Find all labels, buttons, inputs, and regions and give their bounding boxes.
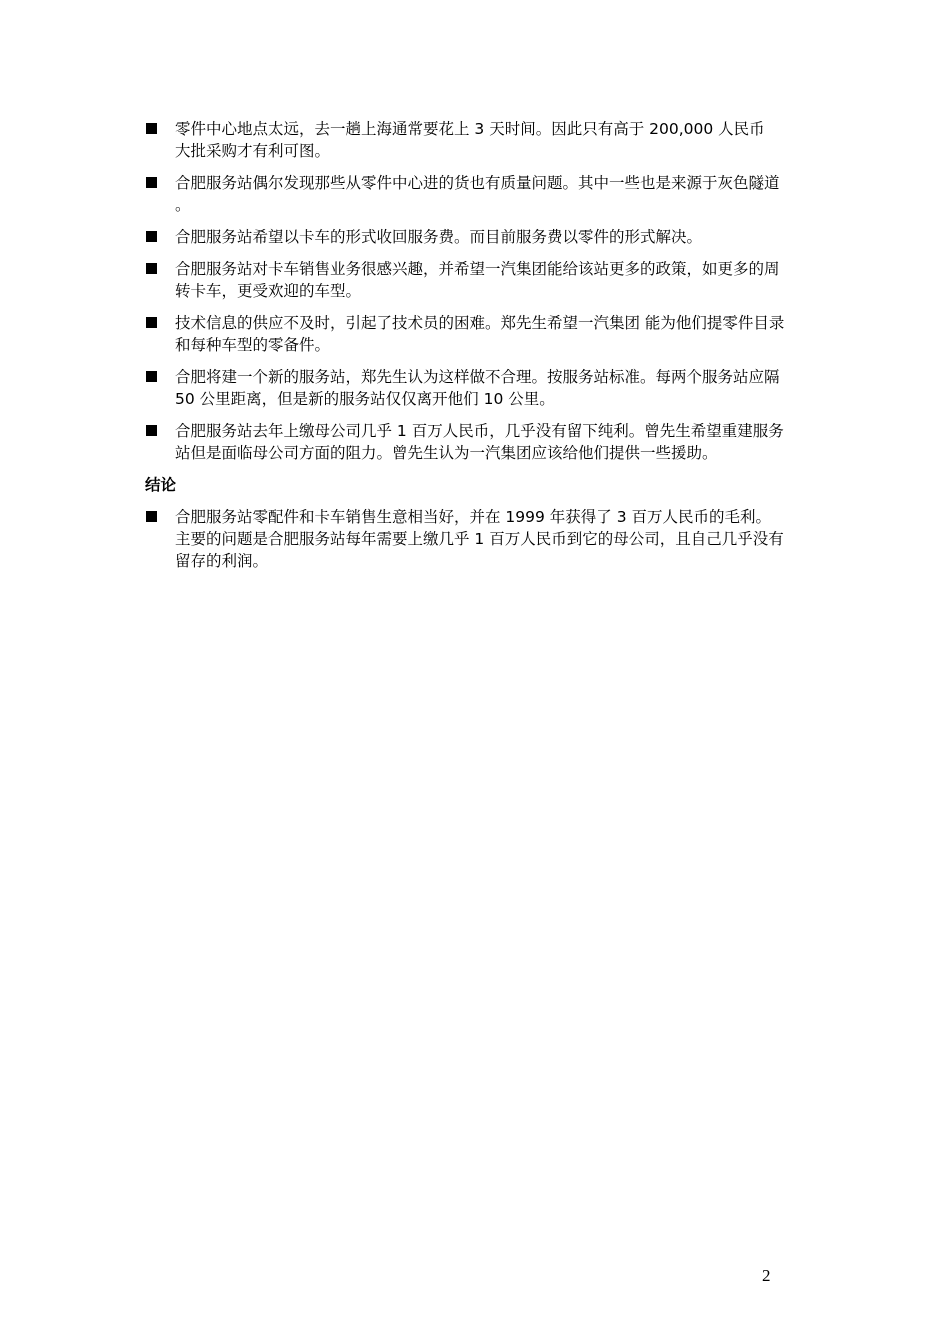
square-bullet-icon [146,123,157,134]
list-item [145,506,785,572]
conclusion-list [145,506,785,572]
list-item [145,366,785,410]
list-item-text: 零件中心地点太远，去一趟上海通常要花上 3 天时间。因此只有高于 200,000 人民币 大批采购才有利可图。 [175,120,765,160]
square-bullet-icon [146,511,157,522]
square-bullet-icon [146,177,157,188]
list-item-text: 技术信息的供应不及时，引起了技术员的困难。郑先生希望一汽集团 能为他们提零件目录和每种车型的零备件。 [175,314,785,354]
list-item-text: 合肥服务站去年上缴母公司几乎 1 百万人民币，几乎没有留下纯利。曾先生希望重建服务站但是面临母公司方面的阻力。曾先生认为一汽集团应该给他们提供一些援助。 [175,422,784,462]
list-item-text: 合肥服务站偶尔发现那些从零件中心进的货也有质量问题。其中一些也是来源于灰色隧道 。 [175,174,780,214]
list-item [145,172,785,216]
list-item-text: 合肥服务站希望以卡车的形式收回服务费。而目前服务费以零件的形式解决。 [175,228,703,246]
list-item-text: 合肥将建一个新的服务站，郑先生认为这样做不合理。按服务站标准。每两个服务站应隔50 公里距离，但是新的服务站仅仅离开他们 10 公里。 [175,368,780,408]
conclusion-heading: 结论 [145,476,177,494]
list-item [145,420,785,464]
square-bullet-icon [146,425,157,436]
square-bullet-icon [146,317,157,328]
list-item [145,312,785,356]
list-item-text: 合肥服务站零配件和卡车销售生意相当好，并在 1999 年获得了 3 百万人民币的毛利。主要的问题是合肥服务站每年需要上缴几乎 1 百万人民币到它的母公司，且自己几乎没有留存的利润。 [175,508,784,570]
document-body [145,118,785,582]
list-item [145,226,785,248]
square-bullet-icon [146,263,157,274]
list-item-text: 合肥服务站对卡车销售业务很感兴趣，并希望一汽集团能给该站更多的政策，如更多的周转卡车，更受欢迎的车型。 [175,260,780,300]
list-item [145,118,785,162]
list-item [145,258,785,302]
square-bullet-icon [146,231,157,242]
square-bullet-icon [146,371,157,382]
observation-list [145,118,785,464]
page-number: 2 [762,1266,771,1285]
